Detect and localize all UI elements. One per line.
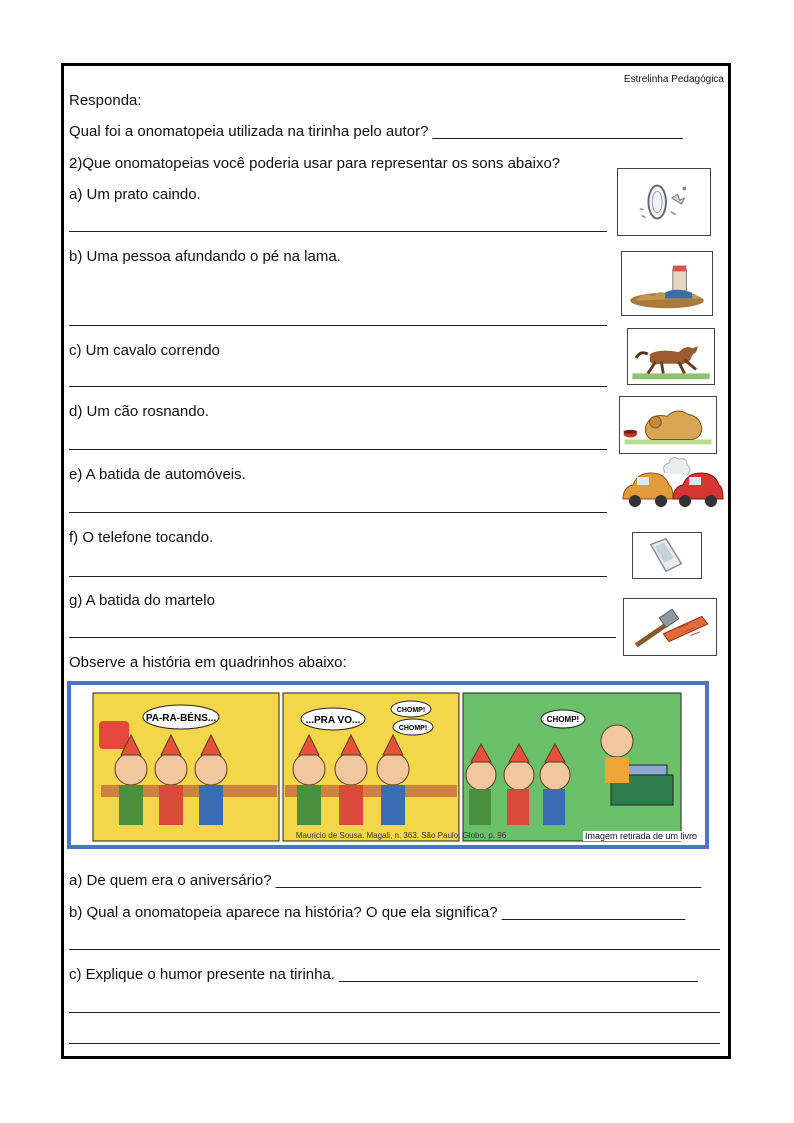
question-1: Qual foi a onomatopeia utilizada na tirinha pelo autor? ______________________________ [69, 123, 683, 140]
comic-caption: Mauricio de Sousa. Magali, n. 363. São Paulo: Globo, p. 96 [295, 831, 507, 840]
image-credit: Imagem retirada de um livro [584, 831, 697, 841]
brand-label: Estrelinha Pedagógica [623, 74, 724, 85]
gift-box [99, 721, 129, 749]
answer-line[interactable] [69, 231, 607, 232]
heading: Responda: [69, 92, 142, 109]
question-2: 2)Que onomatopeias você poderia usar para representar os sons abaixo? [69, 155, 561, 172]
answer-line[interactable] [69, 512, 607, 513]
observe-instruction: Observe a história em quadrinhos abaixo: [69, 654, 347, 671]
answer-line[interactable] [69, 576, 607, 577]
item-c-label: c) Um cavalo correndo [69, 342, 220, 359]
question-c: c) Explique o humor presente na tirinha. ___________________________________________ [69, 966, 698, 983]
item-g-label: g) A batida do martelo [69, 592, 215, 609]
foot-in-mud-icon [621, 251, 713, 316]
item-b-label: b) Uma pessoa afundando o pé na lama. [69, 248, 341, 265]
hammer-icon [623, 598, 717, 656]
item-f-label: f) O telefone tocando. [69, 529, 214, 546]
answer-line[interactable] [69, 325, 607, 326]
question-b: b) Qual a onomatopeia aparece na história? O que ela significa? ______________________ [69, 904, 686, 921]
comic-strip [67, 681, 709, 849]
balloon-4: CHOMP! [398, 725, 428, 732]
item-e-label: e) A batida de automóveis. [69, 466, 246, 483]
phone-icon [632, 532, 702, 579]
answer-line[interactable] [69, 386, 607, 387]
answer-line[interactable] [69, 1012, 720, 1013]
question-a: a) De quem era o aniversário? ___________________________________________________ [69, 872, 702, 889]
balloon-1: PA-RA-BÉNS... [145, 713, 217, 724]
running-horse-icon [627, 328, 715, 385]
answer-line[interactable] [69, 637, 616, 638]
item-d-label: d) Um cão rosnando. [69, 403, 210, 420]
growling-dog-icon [619, 396, 717, 454]
car-crash-icon [619, 455, 725, 521]
falling-plate-icon [617, 168, 711, 236]
balloon-3: CHOMP! [396, 707, 426, 714]
item-a-label: a) Um prato caindo. [69, 186, 201, 203]
answer-line[interactable] [69, 1043, 720, 1044]
balloon-2: ...PRA VO... [305, 715, 361, 726]
balloon-5: CHOMP! [546, 715, 580, 724]
answer-line[interactable] [69, 449, 607, 450]
answer-line[interactable] [69, 949, 720, 950]
